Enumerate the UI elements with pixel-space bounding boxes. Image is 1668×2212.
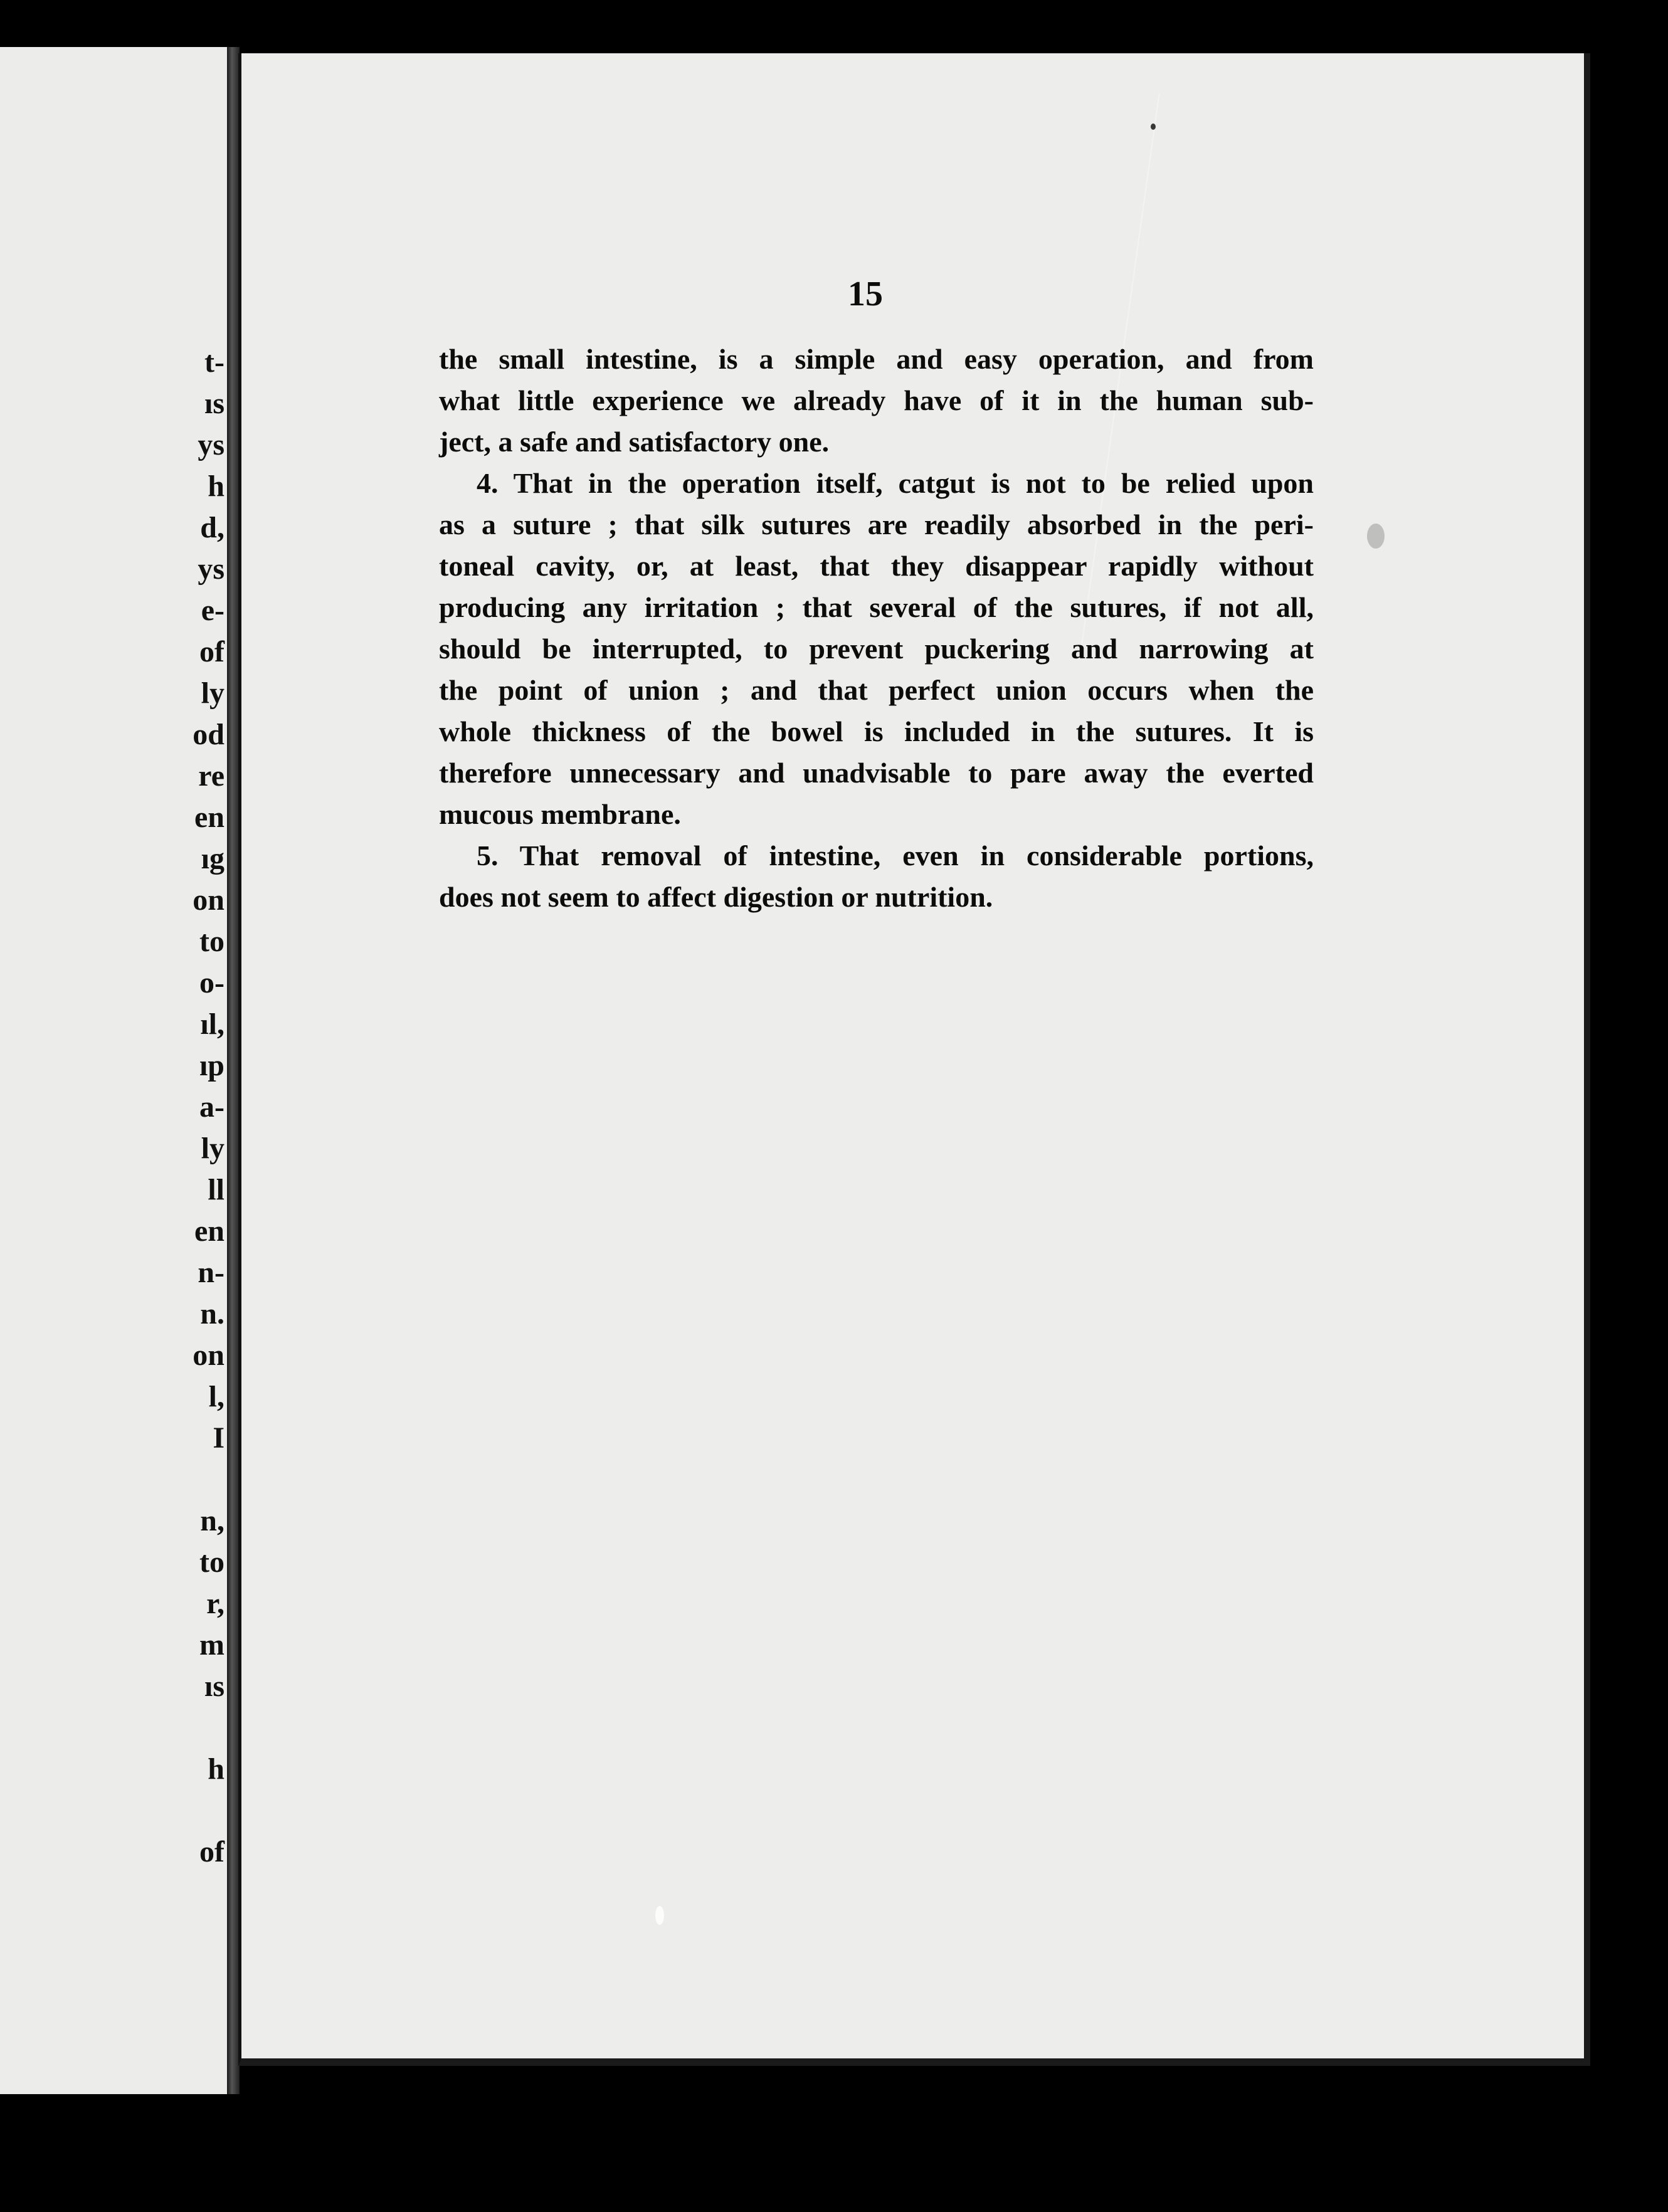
fragment-line: t- <box>204 345 224 379</box>
fragment-line: n- <box>198 1256 224 1289</box>
fragment-line: ll <box>208 1173 224 1206</box>
scan-smudge <box>655 1906 664 1925</box>
previous-page-text-fragments <box>0 342 227 1873</box>
fragment-line: en <box>194 801 224 834</box>
fragment-line: re <box>198 759 224 793</box>
fragment-line: od <box>193 718 224 751</box>
fragment-line: l, <box>208 1380 224 1413</box>
fragment-line: ys <box>198 552 224 586</box>
fragment-line: ıs <box>204 1670 224 1703</box>
binding-gutter <box>227 47 240 2094</box>
fragment-line: on <box>193 883 224 917</box>
fragment-line: a- <box>199 1090 224 1124</box>
fragment-line: n. <box>200 1297 224 1330</box>
fragment-line: of <box>199 635 224 668</box>
fragment-line: ys <box>198 428 224 461</box>
paragraph-conclusion-3 <box>439 339 1314 463</box>
text-line: does not seem to affect digestion or nutrition. <box>439 881 993 913</box>
fragment-line: ıl, <box>200 1008 224 1041</box>
text-line: should be interrupted, to prevent puckering and narrowing at <box>439 633 1314 665</box>
fragment-line: I <box>213 1421 224 1455</box>
fragment-line: o- <box>199 966 224 999</box>
text-line: whole thickness of the bowel is included in the sutures. It is <box>439 715 1314 747</box>
fragment-line: h <box>208 1752 224 1786</box>
fragment-line: ıs <box>204 387 224 420</box>
fragment-line: on <box>193 1339 224 1372</box>
fragment-line: m <box>199 1628 224 1662</box>
fragment-line: of <box>199 1835 224 1868</box>
page-body-text <box>439 339 1314 918</box>
fragment-line: ıp <box>199 1049 224 1082</box>
fragment-line: to <box>199 925 224 958</box>
fragment-line: ly <box>201 677 224 710</box>
text-line: ject, a safe and satisfactory one. <box>439 426 830 458</box>
text-line: producing any irritation ; that several of the sutures, if not all, <box>439 591 1314 623</box>
fragment-line <box>0 1459 227 1500</box>
text-line: what little experience we already have of it in the human sub- <box>439 384 1314 416</box>
text-line: mucous membrane. <box>439 798 681 830</box>
fragment-line: en <box>194 1214 224 1248</box>
scan-smudge <box>1367 524 1385 549</box>
fragment-line: ıg <box>201 842 224 875</box>
text-line: toneal cavity, or, at least, that they disappear rapidly without <box>439 550 1314 582</box>
fragment-line <box>0 1707 227 1749</box>
fragment-line: d, <box>200 511 224 544</box>
fragment-line <box>0 1790 227 1831</box>
text-line: therefore unnecessary and unadvisable to pare away the everted <box>439 757 1314 789</box>
scan-smudge <box>1151 124 1156 130</box>
text-line: the point of union ; and that perfect union occurs when the <box>439 674 1314 706</box>
fragment-line: n, <box>200 1504 224 1537</box>
previous-page-edge <box>0 47 231 2094</box>
text-line: 4. That in the operation itself, catgut is not to be relied upon <box>477 467 1314 499</box>
paragraph-conclusion-5 <box>439 835 1314 918</box>
fragment-line: e- <box>201 594 224 627</box>
fragment-line: ly <box>201 1132 224 1165</box>
text-line: the small intestine, is a simple and easy operation, and from <box>439 343 1314 375</box>
fragment-line: to <box>199 1546 224 1579</box>
fragment-line: r, <box>206 1587 224 1620</box>
text-line: as a suture ; that silk sutures are readily absorbed in the peri- <box>439 508 1314 540</box>
fragment-line: h <box>208 470 224 503</box>
paragraph-conclusion-4 <box>439 463 1314 835</box>
text-line: 5. That removal of intestine, even in considerable portions, <box>477 840 1314 872</box>
page-number: 15 <box>848 275 883 313</box>
